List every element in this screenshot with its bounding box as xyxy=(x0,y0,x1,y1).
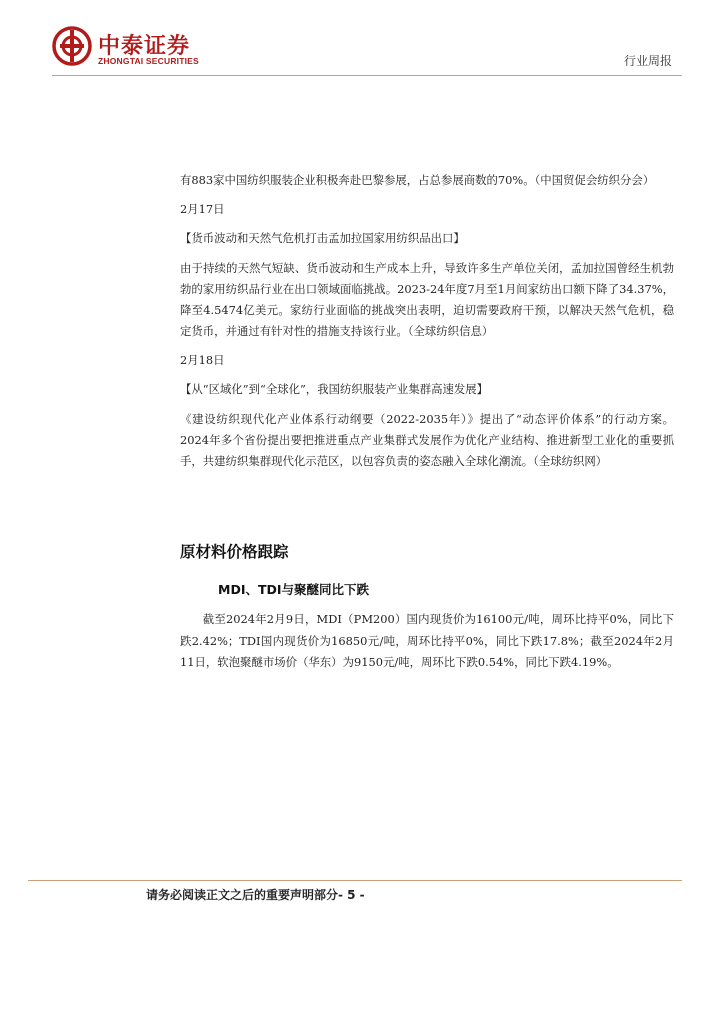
news-body: 《建设纺织现代化产业体系行动纲要（2022-2035年）》提出了“动态评价体系”的行动方案。2024年多个省份提出要把推进重点产业集群式发展作为优化产业结构、推进新型工业化的重要抓手，共建纺织集群现代化示范区，以包容负责的姿态融入全球化潮流。（全球纺织网） xyxy=(180,412,674,468)
logo-english-text: ZHONGTAI SECURITIES xyxy=(98,56,199,66)
news-item xyxy=(180,350,674,472)
section-title: 原材料价格跟踪 xyxy=(180,543,289,561)
subsection-title: MDI、TDI与聚醚同比下跌 xyxy=(218,582,370,597)
news-item xyxy=(180,199,674,342)
news-date: 2月18日 xyxy=(180,353,225,367)
company-logo xyxy=(52,26,252,70)
news-date: 2月17日 xyxy=(180,202,225,216)
header-divider xyxy=(52,75,682,76)
footer-disclaimer: 请务必阅读正文之后的重要声明部分- 5 - xyxy=(146,888,365,902)
footer-divider xyxy=(28,880,682,881)
zhongtai-logo-icon xyxy=(52,26,92,66)
news-section xyxy=(180,170,674,472)
news-intro-paragraph: 有883家中国纺织服装企业积极奔赴巴黎参展，占总参展商数的70%。（中国贸促会纺织分会） xyxy=(180,173,655,187)
news-headline: 【货币波动和天然气危机打击孟加拉国家用纺织品出口】 xyxy=(180,231,465,245)
report-type-label: 行业周报 xyxy=(623,54,672,68)
news-headline: 【从“区域化”到“全球化”，我国纺织服装产业集群高速发展】 xyxy=(180,382,489,396)
raw-materials-paragraph: 截至2024年2月9日，MDI（PM200）国内现货价为16100元/吨，周环比持平0%，同比下跌2.42%；TDI国内现货价为16850元/吨，周环比持平0%，同比下跌17.8%；截至2024年2月11日，软泡聚醚市场价（华东）为9150元/吨，周环比下跌0.54%，同比下跌4.19%。 xyxy=(180,612,674,669)
logo-chinese-text: 中泰证券 xyxy=(98,34,191,59)
news-body: 由于持续的天然气短缺、货币波动和生产成本上升，导致许多生产单位关闭，孟加拉国曾经生机勃勃的家用纺织品行业在出口领域面临挑战。2023-24年度7月至1月间家纺出口额下降了34.37%，降至4.5474亿美元。家纺行业面临的挑战突出表明，迫切需要政府干预，以解决天然气危机，稳定货币，并通过有针对性的措施支持该行业。（全球纺织信息） xyxy=(180,261,674,338)
